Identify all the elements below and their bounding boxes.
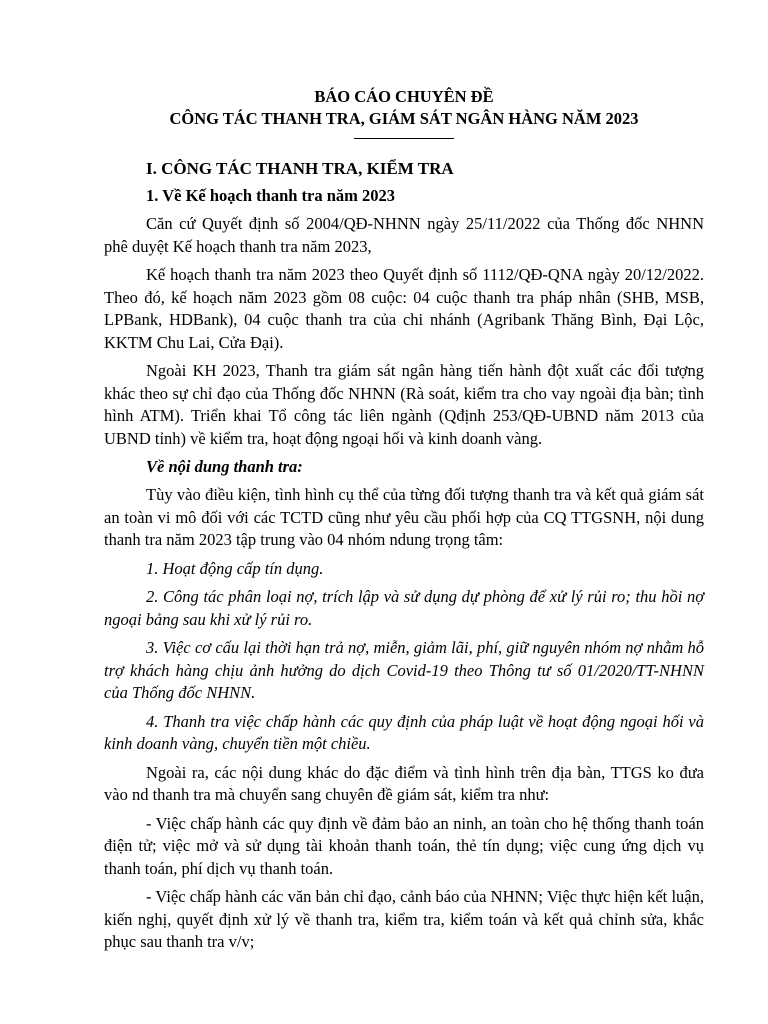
document-title-line-1: BÁO CÁO CHUYÊN ĐỀ: [314, 87, 494, 106]
paragraph-extra: Ngoài KH 2023, Thanh tra giám sát ngân hàng tiến hành đột xuất các đối tượng khác theo sự chỉ đạo của Thống đốc NHNN (Rà soát, kiểm tra cho vay ngoài địa bàn; tình hình ATM). Triển khai Tổ công tác liên ngành (Qđịnh 253/QĐ-UBND năm 2013 của UBND tỉnh) về kiểm tra, hoạt động ngoại hối và kinh doanh vàng.: [104, 361, 704, 448]
document-title-line-2: CÔNG TÁC THANH TRA, GIÁM SÁT NGÂN HÀNG NĂM 2023: [169, 109, 639, 128]
subsection-1-heading: 1. Về Kế hoạch thanh tra năm 2023: [146, 186, 396, 205]
section-1-heading: I. CÔNG TÁC THANH TRA, KIỂM TRA: [146, 159, 454, 178]
bullet-item-2: - Việc chấp hành các văn bản chỉ đạo, cảnh báo của NHNN; Việc thực hiện kết luận, kiến nghị, quyết định xử lý về thanh tra, kiểm tra, kiểm toán và kết quả chỉnh sửa, khắc phục sau thanh tra v/v;: [104, 887, 704, 951]
focus-item-2: 2. Công tác phân loại nợ, trích lập và sử dụng dự phòng để xử lý rủi ro; thu hồi nợ ngoại bảng sau khi xử lý rủi ro.: [104, 587, 704, 629]
content-intro: Tùy vào điều kiện, tình hình cụ thể của từng đối tượng thanh tra và kết quả giám sát an toàn vi mô đối với các TCTD cũng như yêu cầu phối hợp của CQ TTGSNH, nội dung thanh tra năm 2023 tập trung vào 04 nhóm ndung trọng tâm:: [104, 485, 704, 549]
content-heading: Về nội dung thanh tra:: [146, 457, 303, 476]
bullet-item-1: - Việc chấp hành các quy định về đảm bảo an ninh, an toàn cho hệ thống thanh toán điện tử; việc mở và sử dụng tài khoản thanh toán, thẻ tín dụng; việc cung ứng dịch vụ thanh toán, phí dịch vụ thanh toán.: [104, 813, 704, 878]
focus-item-4: 4. Thanh tra việc chấp hành các quy định của pháp luật về hoạt động ngoại hối và kinh doanh vàng, chuyển tiền một chiều.: [104, 711, 704, 753]
paragraph-plan: Kế hoạch thanh tra năm 2023 theo Quyết định số 1112/QĐ-QNA ngày 20/12/2022. Theo đó, kế hoạch năm 2023 gồm 08 cuộc: 04 cuộc thanh tra pháp nhân (SHB, MSB, LPBank, HDBank), 04 cuộc thanh tra của chi nhánh (Agribank Thăng Bình, Đại Lộc, KKTM Chu Lai, Cửa Đại).: [104, 265, 704, 352]
focus-item-1: 1. Hoạt động cấp tín dụng.: [146, 558, 324, 578]
paragraph-decision: Căn cứ Quyết định số 2004/QĐ-NHNN ngày 25/11/2022 của Thống đốc NHNN phê duyệt Kế hoạch thanh tra năm 2023,: [104, 214, 704, 256]
focus-item-3: 3. Việc cơ cấu lại thời hạn trả nợ, miễn, giảm lãi, phí, giữ nguyên nhóm nợ nhằm hỗ trợ khách hàng chịu ảnh hưởng do dịch Covid-19 theo Thông tư số 01/2020/TT-NHNN của Thống đốc NHNN.: [104, 638, 704, 702]
other-intro: Ngoài ra, các nội dung khác do đặc điểm và tình hình trên địa bàn, TTGS ko đưa vào nd thanh tra mà chuyển sang chuyên đề giám sát, kiểm tra như:: [104, 762, 704, 804]
title-underline: [354, 138, 454, 139]
